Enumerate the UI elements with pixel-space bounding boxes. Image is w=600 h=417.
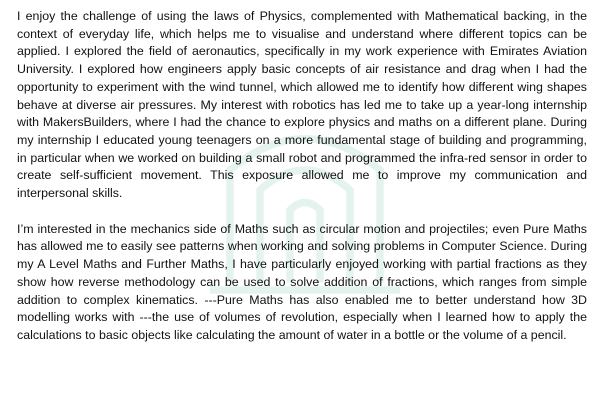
paragraph-physics: I enjoy the challenge of using the laws of Physics, complemented with Mathematical backing, in the context of everyday life, which helps me to visualise and understand where different topics can be applied. I explored the field of aeronautics, specifically in my work experience with Emirates Aviation University. I explored how engineers apply basic concepts of air resistance and drag when I had the opportunity to experiment with the wind tunnel, which allowed me to identify how different wing shapes behave at diverse air pressures. My interest with robotics has led me to take up a year-long internship with MakersBuilders, where I had the chance to explore physics and maths on a different plane. During my internship I educated young teenagers on a more fundamental stage of building and programming, in particular when we worked on building a small robot and programmed the infra-red sensor in order to create self-sufficient movement. This exposure allowed me to improve my communication and interpersonal skills. (17, 9, 587, 201)
paragraph-maths: I’m interested in the mechanics side of Maths such as circular motion and projectiles; even Pure Maths has allowed me to easily see patterns when working and solving problems in Computer Science. During my A Level Maths and Further Maths, I have particularly enjoyed working with partial fractions as they show how reverse methodology can be used to solve addition of fractions, which ranges from simple addition to complex kinematics. ---Pure Maths has also enabled me to better understand how 3D modelling works with ---the use of volumes of revolution, especially when I learned how to apply the calculations to basic objects like calculating the amount of water in a bottle or the volume of a pencil. (17, 221, 587, 342)
